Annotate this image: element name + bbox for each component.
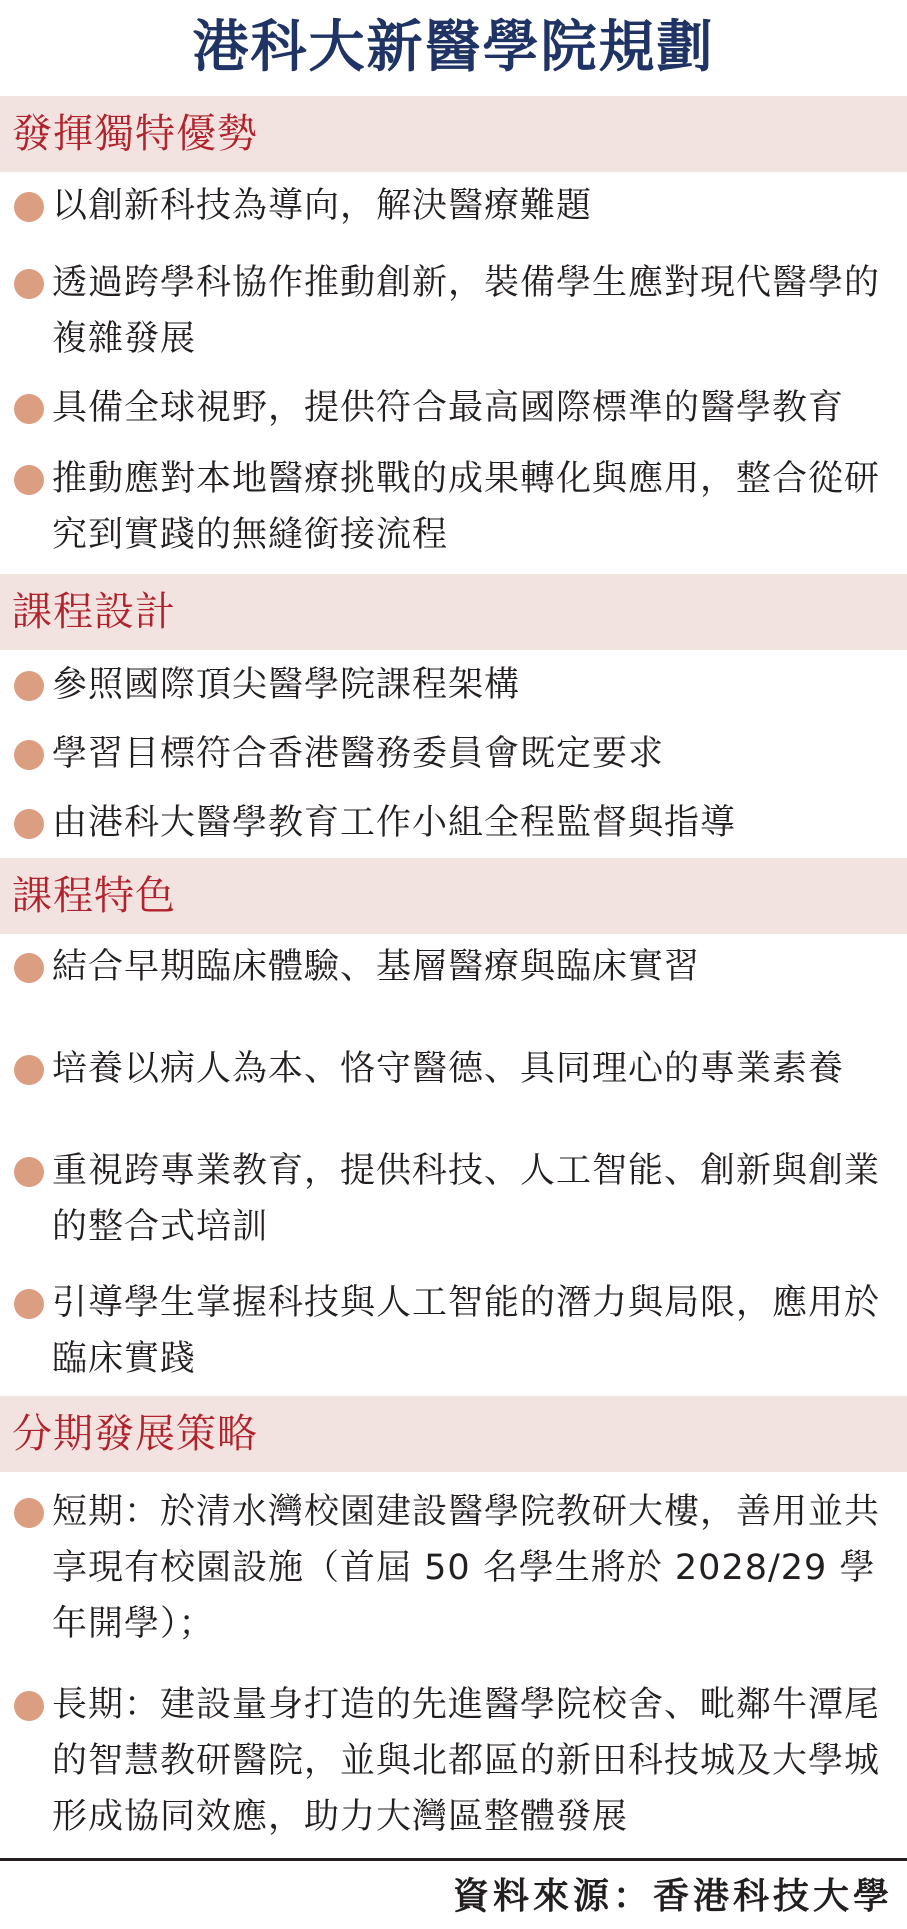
list-item-text: 由港科大醫學教育工作小組全程監督與指導 <box>52 803 737 843</box>
list-item-text: 具備全球視野，提供符合最高國際標準的醫學教育 <box>52 388 845 428</box>
list-item-text: 推動應對本地醫療挑戰的成果轉化與應用，整合從研究到實踐的無縫銜接流程 <box>52 459 881 555</box>
bullet-icon <box>14 394 44 424</box>
bullet-icon <box>14 465 44 495</box>
list-item-text: 長期：建設量身打造的先進醫學院校舍、毗鄰牛潭尾的智慧教研醫院，並與北都區的新田科技城及大學城形成協同效應，助力大灣區整體發展 <box>52 1685 881 1837</box>
bullet-icon <box>14 953 44 983</box>
list-item-text: 結合早期臨床體驗、基層醫療與臨床實習 <box>52 947 701 987</box>
bullet-icon <box>14 1498 44 1528</box>
bullet-icon <box>14 1289 44 1319</box>
section-heading-curriculum-design: 課程設計 <box>0 574 907 650</box>
source-credit: 資料來源：香港科技大學 <box>452 1875 893 1917</box>
footer-divider <box>0 1858 907 1861</box>
list-item-text: 培養以病人為本、恪守醫德、具同理心的專業素養 <box>52 1049 845 1089</box>
list-item-text: 引導學生掌握科技與人工智能的潛力與局限，應用於臨床實踐 <box>52 1283 881 1379</box>
list-item-text: 以創新科技為導向，解決醫療難題 <box>52 186 593 226</box>
bullet-icon <box>14 269 44 299</box>
bullet-icon <box>14 740 44 770</box>
bullet-icon <box>14 1691 44 1721</box>
list-item-text: 短期：於清水灣校園建設醫學院教研大樓，善用並共享現有校園設施（首屆 50 名學生將於 2028/29 學年開學）； <box>52 1492 881 1644</box>
list-item-text: 重視跨專業教育，提供科技、人工智能、創新與創業的整合式培訓 <box>52 1151 881 1247</box>
bullet-icon <box>14 1055 44 1085</box>
list-item-text: 參照國際頂尖醫學院課程架構 <box>52 665 521 705</box>
bullet-icon <box>14 809 44 839</box>
list-item-text: 學習目標符合香港醫務委員會既定要求 <box>52 734 665 774</box>
section-heading-curriculum-features: 課程特色 <box>0 858 907 934</box>
list-item-text: 透過跨學科協作推動創新，裝備學生應對現代醫學的複雜發展 <box>52 263 881 359</box>
page-title: 港科大新醫學院規劃 <box>192 15 715 80</box>
bullet-icon <box>14 192 44 222</box>
section-heading-phased-strategy: 分期發展策略 <box>0 1396 907 1472</box>
section-heading-advantages: 發揮獨特優勢 <box>0 96 907 172</box>
bullet-icon <box>14 671 44 701</box>
bullet-icon <box>14 1157 44 1187</box>
